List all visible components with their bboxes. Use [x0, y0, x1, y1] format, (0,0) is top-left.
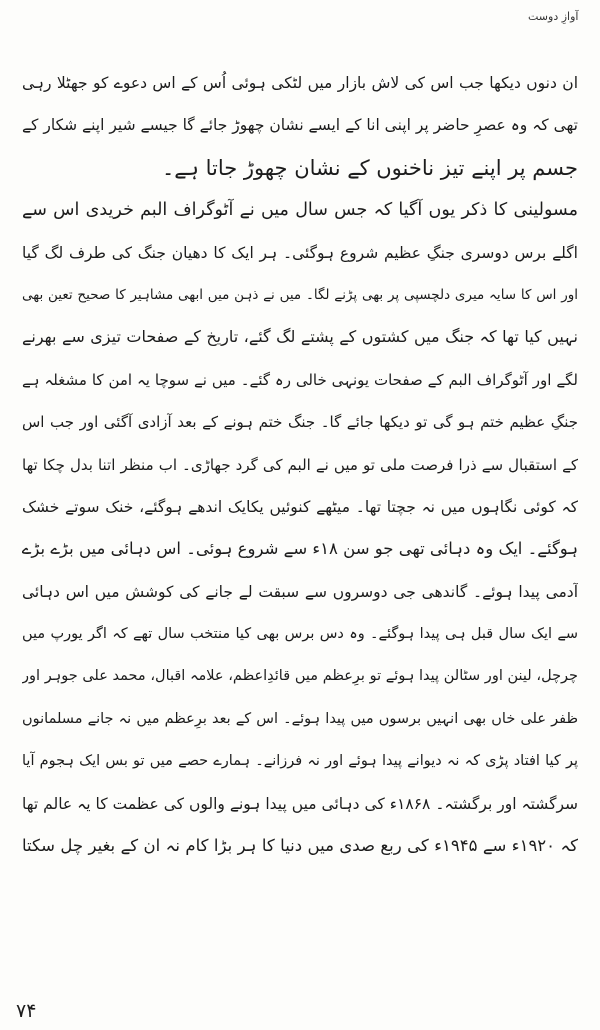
text-line: پر کیا افتاد پڑی کہ نہ دیوانے پیدا ہوئے اور نہ فرزانے۔ ہمارے حصے میں تو بس ایک ہجوم آیا: [22, 753, 578, 770]
text-line: ہوگئے۔ ایک وہ دہائی تھی جو سن ۱۸ء سے شروع ہوئی۔ اس دہائی میں بڑے بڑے: [22, 539, 578, 559]
text-line: مسولینی کا ذکر یوں آگیا کہ جس سال میں نے آٹوگراف البم خریدی اس سے: [22, 200, 578, 221]
body-text: [22, 62, 578, 867]
text-line: نہیں کیا تھا کہ جنگ میں کشتوں کے پشتے لگ گئے، تاریخ کے صفحات تیزی سے بھرنے: [22, 327, 578, 347]
text-line: سے ایک سال قبل ہی پیدا ہوگئے۔ وہ دس برس بھی کیا منتخب سال تھے کہ اگر یورپ میں: [22, 626, 578, 643]
text-line: جسم پر اپنے تیز ناخنوں کے نشان چھوڑ جاتا ہے۔: [161, 155, 578, 180]
text-line: لگے اور آٹوگراف البم کے صفحات یونہی خالی رہ گئے۔ میں نے سوچا یہ امن کا مشغلہ ہے: [22, 370, 578, 389]
text-line: ان دنوں دیکھا جب اس کی لاش بازار میں لٹکی ہوئی اُس کے اس دعوے کو جھٹلا رہی: [22, 74, 578, 92]
page-number: ۷۴: [16, 1000, 37, 1022]
text-line: سرگشتہ اور برگشتہ۔ ۱۸۶۸ء کی دہائی میں پیدا ہونے والوں کی عظمت کا یہ عالم تھا: [22, 794, 578, 813]
text-line: کہ ۱۹۲۰ء سے ۱۹۴۵ء کی ربع صدی میں دنیا کا ہر بڑا کام نہ ان کے بغیر چل سکتا: [22, 836, 578, 856]
text-line: کہ کوئی نگاہوں میں نہ جچتا تھا۔ میٹھے کنوئیں یکایک اندھے ہوگئے، خنک سوتے خشک: [22, 497, 578, 516]
text-line: تھی کہ وہ عصرِ حاضر پر اپنی انا کے ایسے نشان چھوڑ جائے گا جیسے شیر اپنے شکار کے: [22, 116, 578, 135]
text-line: آدمی پیدا ہوئے۔ گاندھی جی دوسروں سے سبقت لے جانے کی کوشش میں اس دہائی: [22, 582, 578, 601]
text-line: چرچل، لینن اور سٹالن پیدا ہوئے تو برِعظم میں قائدِاعظم، علامہ اقبال، محمد علی جوہر اور: [22, 668, 578, 685]
text-line: کے استقبال سے ذرا فرصت ملی تو میں نے البم کی گرد جھاڑی۔ اب منظر اتنا بدل چکا تھا: [22, 455, 578, 474]
text-line: اور اس کا سایہ میری دلچسپی پر بھی پڑنے لگا۔ میں نے ذہن میں ابھی مشاہیر کا صحیح تعین بھی: [22, 286, 578, 303]
text-line: اگلے برس دوسری جنگِ عظیم شروع ہوگئی۔ ہر ایک کا دھیان جنگ کی طرف لگ گیا: [22, 243, 578, 262]
text-line: ظفر علی خاں بھی انہیں برسوں میں پیدا ہوئے۔ اس کے بعد برِعظم میں نہ جانے مسلمانوں: [22, 710, 578, 727]
text-line: جنگِ عظیم ختم ہو گی تو دیکھا جائے گا۔ جنگ ختم ہونے کے بعد آزادی آگئی اور جب اس: [22, 413, 578, 432]
running-head: آوازِ دوست: [528, 10, 579, 23]
